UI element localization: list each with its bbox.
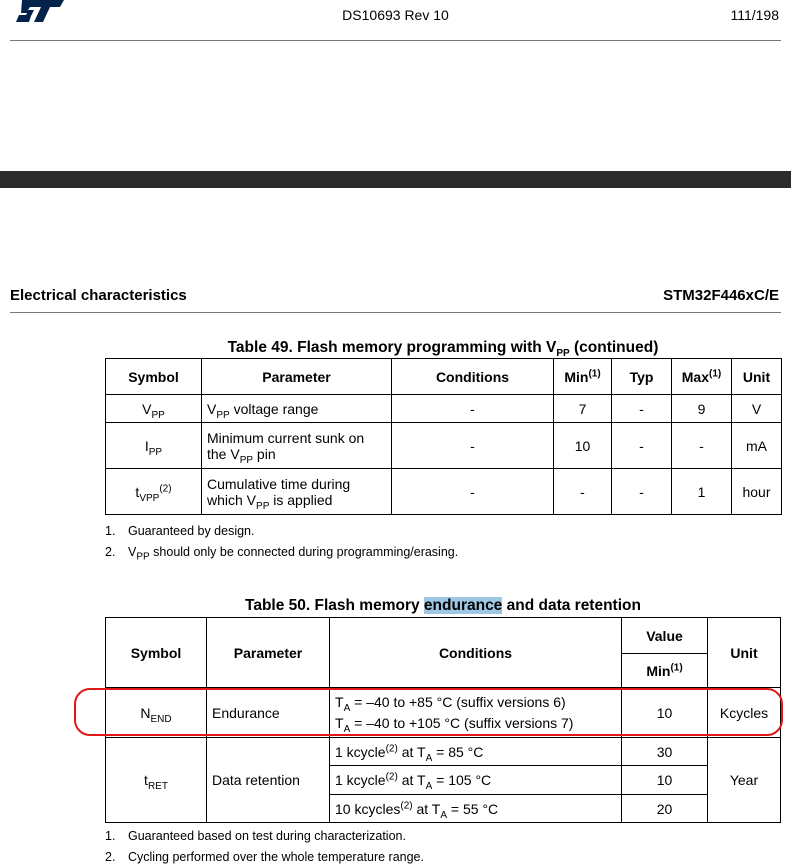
footnote: 2. Cycling performed over the whole temperature range. xyxy=(105,850,424,864)
cell-min: 10 xyxy=(622,688,708,738)
page-break-bar xyxy=(0,171,791,188)
header-conditions: Conditions xyxy=(392,359,554,395)
table-row xyxy=(106,423,782,469)
cell-parameter: Endurance xyxy=(207,688,330,738)
search-highlight: endurance xyxy=(423,597,503,614)
cell-typ: - xyxy=(612,469,672,515)
table-49 xyxy=(105,358,782,515)
section-divider xyxy=(10,312,781,313)
header-parameter: Parameter xyxy=(207,618,330,688)
footnote: 1. Guaranteed based on test during characterization. xyxy=(105,829,406,843)
header-max: Max$^{(1)}$ xyxy=(672,359,732,395)
header-value: Value xyxy=(622,618,708,654)
cell-unit: V xyxy=(732,395,782,423)
cell-min: - xyxy=(554,469,612,515)
table-row xyxy=(106,738,781,766)
cell-unit: Kcycles xyxy=(708,688,781,738)
section-title: Electrical characteristics xyxy=(10,287,187,304)
header-parameter: Parameter xyxy=(202,359,392,395)
header-min: Min$^{(1)}$ xyxy=(622,654,708,688)
cell-conditions: 1 kcycle$^{(2)}$ at $T_A = 105$ °C xyxy=(330,766,622,795)
chip-name: STM32F446xC/E xyxy=(663,287,779,304)
cell-max: 9 xyxy=(672,395,732,423)
table-50-caption: Table 50. Flash memory endurance and data retention xyxy=(245,597,641,614)
table-row xyxy=(106,469,782,515)
cell-symbol: $t_{RET}$ xyxy=(106,738,207,823)
cell-conditions: - xyxy=(392,395,554,423)
cell-conditions: 10 kcycles$^{(2)}$ at $T_A = 55$ °C xyxy=(330,795,622,823)
header-symbol: Symbol xyxy=(106,618,207,688)
table-header-row xyxy=(106,618,781,654)
footnote: 2. $V_{PP}$ should only be connected during programming/erasing. xyxy=(105,545,459,563)
cell-max: - xyxy=(672,423,732,469)
cell-parameter: Minimum current sunk on the $V_{PP}$ pin xyxy=(202,423,392,469)
table-49-caption: Table 49. Flash memory programming with $V_{PP}$ (continued) xyxy=(227,339,659,360)
cell-conditions: - xyxy=(392,423,554,469)
cell-typ: - xyxy=(612,423,672,469)
cell-max: 1 xyxy=(672,469,732,515)
annotation-red-box xyxy=(74,688,783,736)
page-number: 111/198 xyxy=(730,7,779,23)
table-header-row xyxy=(106,359,782,395)
header-typ: Typ xyxy=(612,359,672,395)
header-conditions: Conditions xyxy=(330,618,622,688)
document-id: DS10693 Rev 10 xyxy=(342,7,449,23)
cell-unit: mA xyxy=(732,423,782,469)
table-row xyxy=(106,395,782,423)
cell-parameter: Cumulative time during which $V_{PP}$ is applied xyxy=(202,469,392,515)
cell-unit: hour xyxy=(732,469,782,515)
header-divider xyxy=(10,40,781,41)
cell-min: 10 xyxy=(622,766,708,795)
footnote: 1. Guaranteed by design. xyxy=(105,524,255,538)
cell-parameter: Data retention xyxy=(207,738,330,823)
cell-min: 10 xyxy=(554,423,612,469)
cell-symbol: $V_{PP}$ xyxy=(106,395,202,423)
cell-conditions: - xyxy=(392,469,554,515)
cell-symbol: $I_{PP}$ xyxy=(106,423,202,469)
header-symbol: Symbol xyxy=(106,359,202,395)
header-unit: Unit xyxy=(732,359,782,395)
cell-conditions: $T_A = -40$ to +85 °C (suffix versions 6) $T_A = -40$ to +105 °C (suffix versions 7) xyxy=(330,688,622,738)
header-unit: Unit xyxy=(708,618,781,688)
cell-conditions: 1 kcycle$^{(2)}$ at $T_A = 85$ °C xyxy=(330,738,622,766)
cell-symbol: $t_{VPP}^{(2)}$ xyxy=(106,469,202,515)
cell-min: 30 xyxy=(622,738,708,766)
cell-min: 20 xyxy=(622,795,708,823)
cell-typ: - xyxy=(612,395,672,423)
cell-symbol: $N_{END}$ xyxy=(106,688,207,738)
cell-parameter: $V_{PP}$ voltage range xyxy=(202,395,392,423)
cell-unit: Year xyxy=(708,738,781,823)
cell-min: 7 xyxy=(554,395,612,423)
header-min: Min$^{(1)}$ xyxy=(554,359,612,395)
